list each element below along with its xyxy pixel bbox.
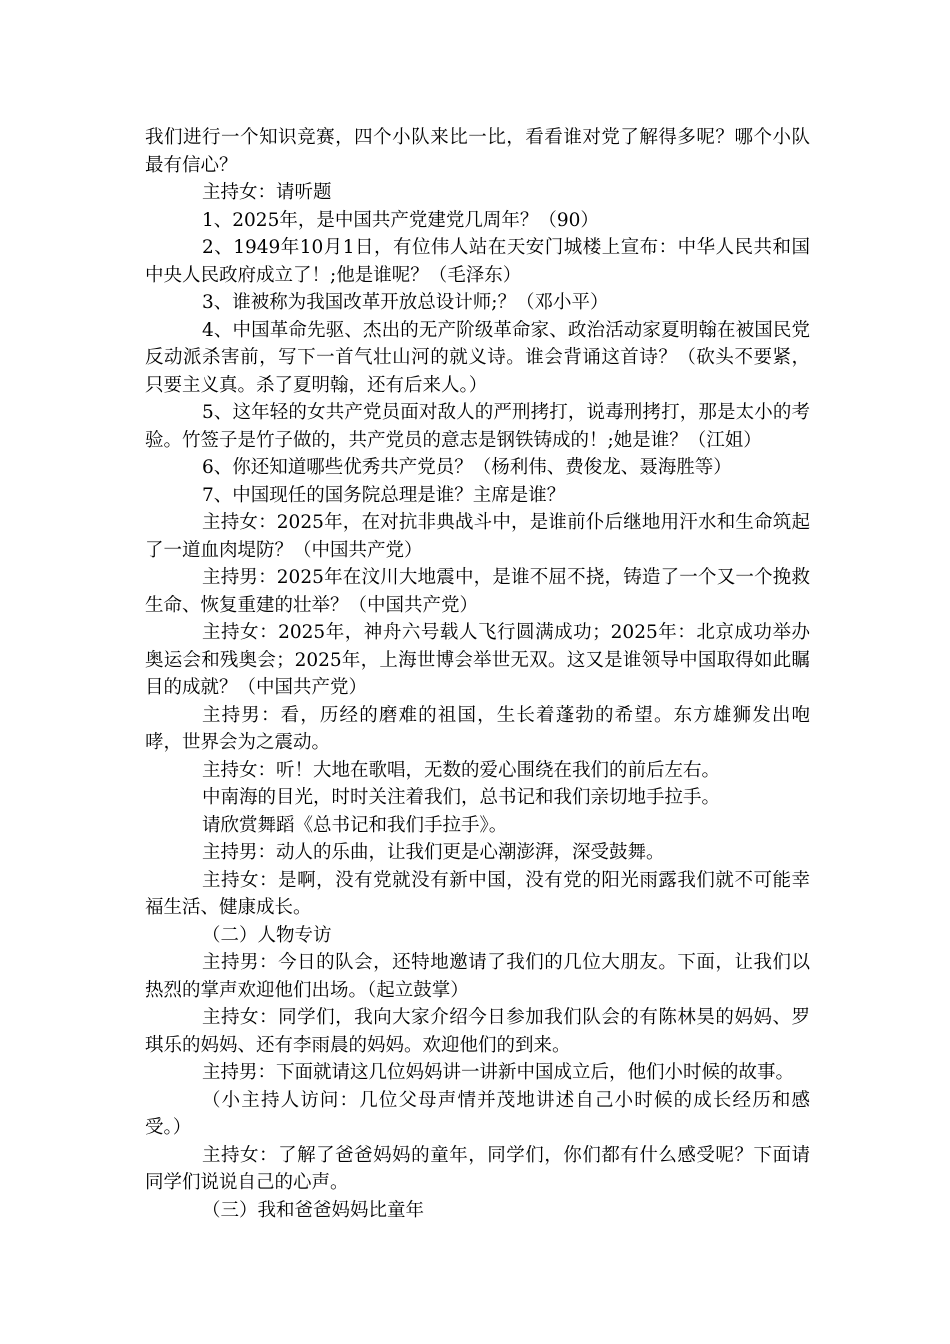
paragraph-8: 7、中国现任的国务院总理是谁？主席是谁？ [202, 484, 566, 506]
paragraph-17: 主持女：是啊，没有党就没有新中国，没有党的阳光雨露我们就不可能幸福生活、健康成长。 [145, 869, 810, 918]
paragraph-21: 主持男：下面就请这几位妈妈讲一讲新中国成立后，他们小时候的故事。 [202, 1062, 795, 1083]
paragraph-3: 2、1949年10月1日，有位伟人站在天安门城楼上宣布：中华人民共和国中央人民政府成立了！;他是谁呢？（毛泽东） [145, 237, 810, 286]
section-heading-2: （二）人物专访 [202, 924, 332, 946]
paragraph-5: 4、中国革命先驱、杰出的无产阶级革命家、政治活动家夏明翰在被国民党反动派杀害前，写下一首气壮山河的就义诗。谁会背诵这首诗？（砍头不要紧，只要主义真。杀了夏明翰，还有后来人。） [145, 319, 810, 396]
paragraph-7: 6、你还知道哪些优秀共产党员？（杨利伟、费俊龙、聂海胜等） [202, 457, 732, 478]
paragraph-15: 请欣赏舞蹈《总书记和我们手拉手》。 [202, 814, 508, 836]
paragraph-23: 主持女：了解了爸爸妈妈的童年，同学们，你们都有什么感受呢？下面请同学们说说自己的心声。 [145, 1144, 810, 1193]
paragraph-19: 主持男：今日的队会，还特地邀请了我们的几位大朋友。下面，让我们以热烈的掌声欢迎他们出场。（起立鼓掌） [145, 952, 810, 1001]
paragraph-22: （小主持人访问：几位父母声情并茂地讲述自己小时候的成长经历和感受。） [145, 1089, 810, 1138]
paragraph-20: 主持女：同学们，我向大家介绍今日参加我们队会的有陈林昊的妈妈、罗琪乐的妈妈、还有李雨晨的妈妈。欢迎他们的到来。 [145, 1007, 810, 1056]
document-body [145, 124, 810, 1224]
paragraph-10: 主持男：2025年在汶川大地震中，是谁不屈不挠，铸造了一个又一个挽救生命、恢复重建的壮举？（中国共产党） [145, 567, 810, 616]
paragraph-12: 主持男：看，历经的磨难的祖国，生长着蓬勃的希望。东方雄狮发出咆哮，世界会为之震动。 [145, 704, 810, 753]
paragraph-9: 主持女：2025年，在对抗非典战斗中，是谁前仆后继地用汗水和生命筑起了一道血肉堤防？（中国共产党） [145, 512, 810, 561]
paragraph-14: 中南海的目光，时时关注着我们，总书记和我们亲切地手拉手。 [202, 787, 721, 808]
section-heading-3: （三）我和爸爸妈妈比童年 [202, 1199, 425, 1221]
paragraph-11: 主持女：2025年，神舟六号载人飞行圆满成功；2025年：北京成功举办奥运会和残奥会；2025年，上海世博会举世无双。这又是谁领导中国取得如此瞩目的成就？（中国共产党） [145, 622, 810, 698]
paragraph-13: 主持女：听！大地在歌唱，无数的爱心围绕在我们的前后左右。 [202, 759, 721, 781]
paragraph-6: 5、这年轻的女共产党员面对敌人的严刑拷打，说毒刑拷打，那是太小的考验。竹签子是竹子做的，共产党员的意志是钢铁铸成的！;她是谁？（江姐） [145, 402, 810, 451]
paragraph-16: 主持男：动人的乐曲，让我们更是心潮澎湃，深受鼓舞。 [202, 842, 665, 863]
paragraph-1: 主持女：请听题 [202, 182, 332, 203]
paragraph-0: 我们进行一个知识竞赛，四个小队来比一比，看看谁对党了解得多呢？哪个小队最有信心？ [145, 127, 810, 176]
paragraph-2: 1、2025年，是中国共产党建党几周年？（90） [202, 209, 599, 231]
paragraph-4: 3、谁被称为我国改革开放总设计师;？（邓小平） [202, 292, 609, 313]
